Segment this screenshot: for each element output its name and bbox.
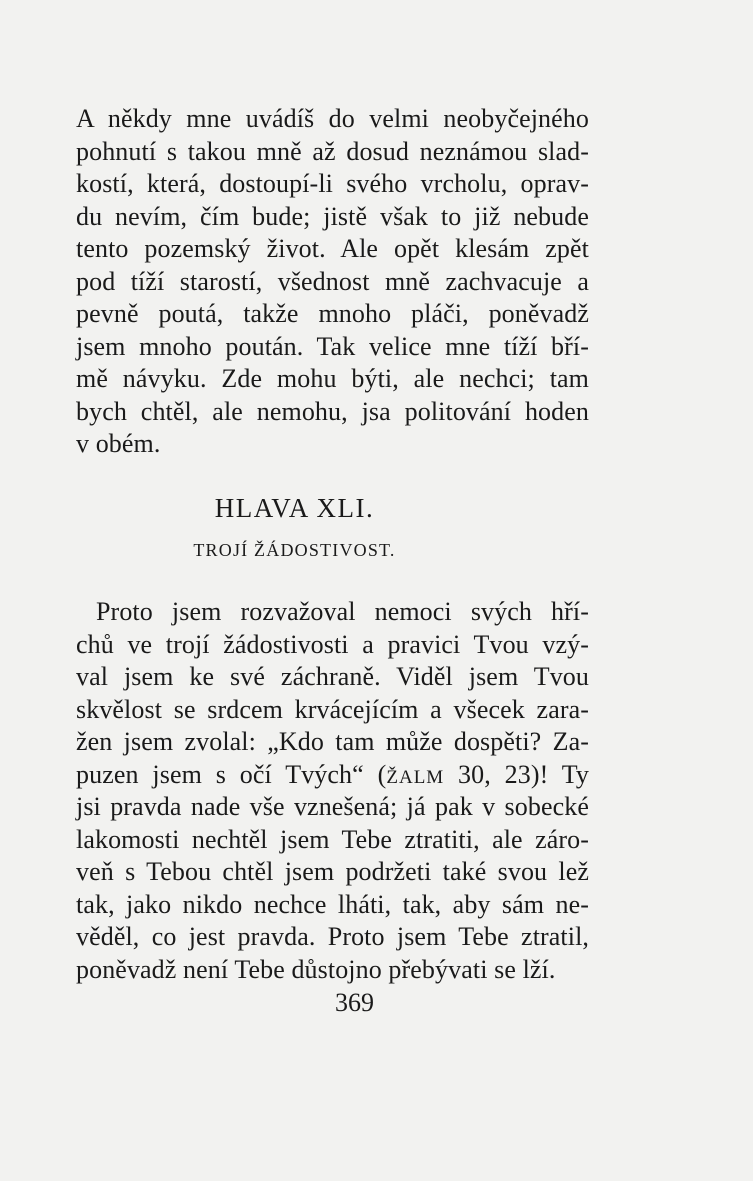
paragraph-2 <box>76 596 589 986</box>
text-line: du nevím, čím bude; jistě však to již nebude <box>76 201 589 231</box>
text-line: pevně poutá, takže mnoho pláči, poněvadž <box>76 299 589 328</box>
paragraph-1 <box>76 103 589 461</box>
page-number: 369 <box>335 988 374 1017</box>
chapter-title: HLAVA XLI. <box>214 493 375 523</box>
text-line: pohnutí s takou mně až dosud neznámou slad- <box>76 136 589 166</box>
text-line: věděl, co jest pravda. Proto jsem Tebe ztratil, <box>76 922 589 951</box>
text-line: val jsem ke své záchraně. Viděl jsem Tvou <box>76 662 589 691</box>
text-line: bych chtěl, ale nemohu, jsa politování hoden <box>76 396 589 426</box>
text-line: veň s Tebou chtěl jsem podržeti také svou lež <box>76 857 589 886</box>
chapter-subtitle: TROJÍ ŽÁDOSTIVOST. <box>193 540 396 560</box>
text-line: tak, jako nikdo nechce lháti, tak, aby sám ne- <box>76 889 589 919</box>
text-line: Proto jsem rozvažoval nemoci svých hří- <box>96 597 589 626</box>
text-line: v obém. <box>76 429 161 458</box>
text-line: poněvadž není Tebe důstojno přebývati se lží. <box>76 954 556 984</box>
psalm-reference: ŽALM <box>386 766 445 788</box>
text-line: mě návyku. Zde mohu býti, ale nechci; tam <box>76 364 589 393</box>
text-line: pod tíží starostí, všednost mně zachvacuje a <box>76 266 589 296</box>
text-line: lakomosti nechtěl jsem Tebe ztratiti, ale záro- <box>76 824 589 854</box>
text-line: A někdy mne uvádíš do velmi neobyčejného <box>76 104 589 133</box>
text-line: jsi pravda nade vše vznešená; já pak v sobecké <box>76 792 589 821</box>
text-line: kostí, která, dostoupí-li svého vrcholu, oprav- <box>76 169 589 198</box>
text-line: chů ve trojí žádostivosti a pravici Tvou vzý- <box>76 629 589 659</box>
line-start: puzen jsem s očí Tvých“ ( <box>76 759 387 789</box>
text-line: jsem mnoho poután. Tak velice mne tíží bří- <box>76 331 589 361</box>
text-line <box>76 759 589 792</box>
text-line: tento pozemský život. Ale opět klesám zpět <box>76 234 589 263</box>
text-line: skvělost se srdcem krvácejícím a všecek zara- <box>76 694 589 724</box>
line-end: 30, 23)! Ty <box>444 759 590 789</box>
text-line: žen jsem zvolal: „Kdo tam může dospěti? Za- <box>76 727 589 756</box>
